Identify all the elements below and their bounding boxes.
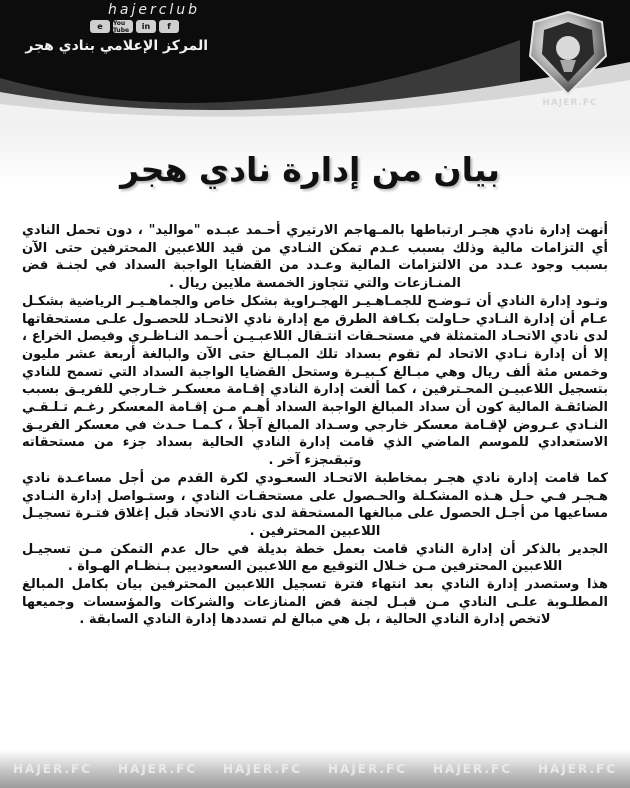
page-title: بيان من إدارة نادي هجر (120, 150, 500, 189)
club-logo (522, 8, 614, 100)
statement-paragraph: أنهت إدارة نادي هجـر ارتباطها بالمـهاجم الارتيري أحـمد عبـده "مواليد" ، دون تحمل النادي أي التزامات مالية وذلك بسبب عـدم تمكن النـادي من قيد اللاعبين المحترفين حتى الآن بسبب وجود عـدد من الالتزامات المالية وعـدد من القضايا الواجبة السداد في لجنـة فض المنـازعات والتي تتجاوز الخمسة ملايين ريال . (22, 223, 608, 292)
statement-paragraph: كما قامت إدارة نادي هجـر بمخاطبة الاتحـاد السعـودي لكرة القدم من أجل مساعـدة نادي هـجـر فـي حـل هـذه المشكـلة والحـصول على مستحقـات النادي ، وستـواصل إدارة النـادي مساعيها من أجـل الحصول على مبالغها المستحقة لدى نادي الاتحاد قبل إغلاق فتـرة تسجيـل اللاعبين المحترفين . (22, 470, 608, 539)
footer-watermark: HAJER.FC (432, 762, 513, 776)
footer-watermark: HAJER.FC (222, 762, 303, 776)
header-banner (0, 0, 630, 120)
statement-paragraph: الجدير بالذكر أن إدارة النادي قامت بعمل خطة بديلة في حال عدم التمكن مـن تسجيـل اللاعبين المحترفين مـن خـلال التوقيع مع اللاعبين السعوديين بـنظـام الهـواة . (22, 541, 608, 575)
footer-watermark: HAJER.FC (12, 762, 93, 776)
youtube-icon: You Tube (113, 20, 133, 33)
statement-paragraph: وتـود إدارة النادي أن تـوضـح للجمـاهـيـر الهجـراوية بشكل خاص والجماهـيـر الرياضية بشكـل عـام أن إدارة النـادي حـاولت بكـافة الطرق مع إدارة نادي الاتحـاد للحصـول علـى مستحقاتها لدى نادي الاتحـاد المتمثلة في مستحـقات انتـقال اللاعبـيـن أحـمد النـاظـري وفيصل الخراع ، إلا أن إدارة نـادي الاتحاد لم تقوم بسداد تلك المبـالغ حتى الآن والبالغة أربعة عشر مليون وخمس مئة ألف ريال وهي مبـالغ كـبيـرة وستحل القضايا الواجبة السداد التي تسمح للنادي بتسجيل اللاعبيـن المحـترفين ، كما ألغت إدارة النادي إقـامة معسكـر خـارجي للفريـق بسبب الضائقـة المالية كون أن سداد المبالغ الواجبة السداد أهـم مـن إقـامة المعسكر رغـم تـلـقـي النـادي عـروض لإقـامة معسكر خارجي وسـداد المبالغ آجلاً ، كـمـا حـدث في معسكر الفريـق الاستعدادي للموسم الماضي الذي قامت إدارة النادي الحالية بسداد جزء من مستحقاته وتبقىجزء آخر . (22, 293, 608, 469)
footer-watermarks (0, 762, 630, 776)
facebook-icon: f (159, 20, 179, 33)
statement-paragraph: هذا وستصدر إدارة النادي بعد انتهاء فترة تسجيل اللاعبين المحترفين بيان بكامل المبالغ المطلـوبة علـى النادي مـن قبـل لجنة فض المنازعات والشركات والمؤسسات وجميعها لاتخص إدارة النادي الحالية ، بل هي مبالغ لم تسددها إدارة النادي السابقة . (22, 577, 608, 628)
footer-watermark: HAJER.FC (327, 762, 408, 776)
social-icons (90, 20, 179, 33)
statement-body (22, 222, 608, 629)
logo-caption: HAJER.FC (542, 98, 598, 108)
footer-watermark: HAJER.FC (537, 762, 618, 776)
ie-icon: e (90, 20, 110, 33)
footer-watermark: HAJER.FC (117, 762, 198, 776)
footer-band (0, 750, 630, 788)
media-center-label: المركز الإعلامي بنادي هجر (25, 38, 208, 54)
linkedin-icon: in (136, 20, 156, 33)
club-handle: hajerclub (108, 2, 201, 18)
